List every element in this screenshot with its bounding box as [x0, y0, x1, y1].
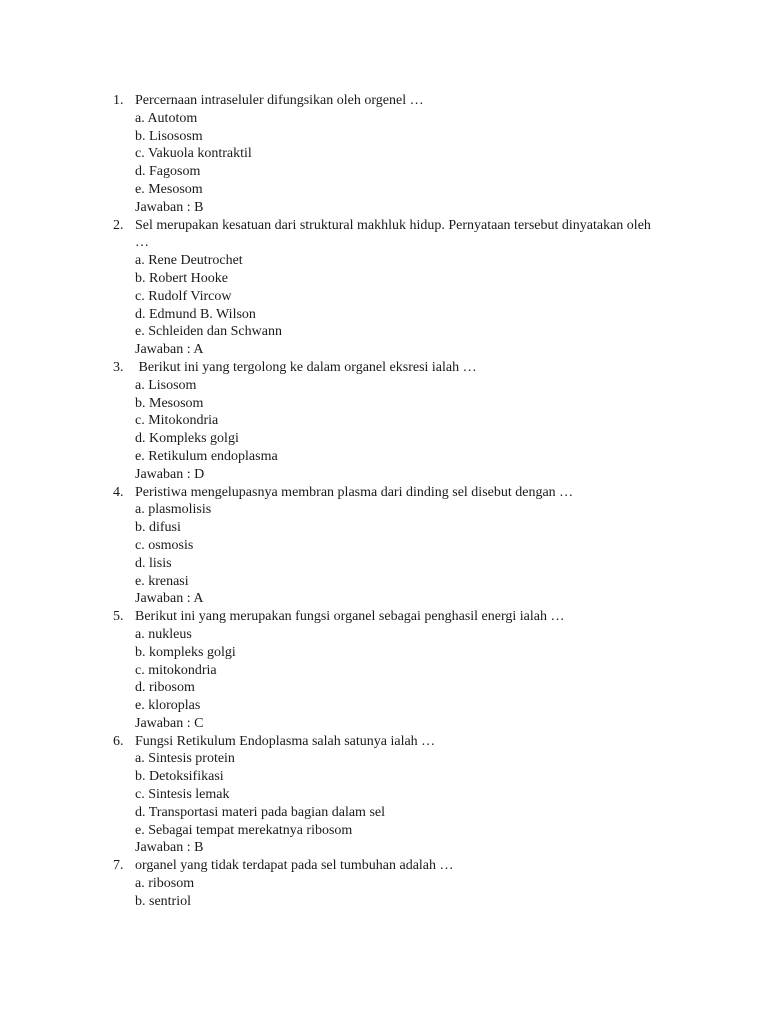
answer-option: a. Sintesis protein — [135, 751, 235, 767]
question-text: Sel merupakan kesatuan dari struktural makhluk hidup. Pernyataan tersebut dinyatakan oleh … — [135, 217, 651, 251]
answer-option: a. nukleus — [135, 626, 192, 642]
question-number: 1. — [113, 93, 124, 108]
document-page — [0, 92, 768, 911]
answer-key: Jawaban : C — [135, 715, 204, 731]
answer-option: a. ribosom — [135, 876, 195, 892]
question-text: Peristiwa mengelupasnya membran plasma dari dinding sel disebut dengan … — [135, 484, 574, 500]
answer-option: d. Transportasi materi pada bagian dalam sel — [135, 804, 385, 820]
answer-key: Jawaban : D — [135, 466, 205, 482]
answer-option: e. kloroplas — [135, 698, 201, 714]
answer-option: c. Sintesis lemak — [135, 787, 230, 803]
question-text: Fungsi Retikulum Endoplasma salah satunya ialah … — [135, 733, 436, 749]
question-text: Berikut ini yang merupakan fungsi organel sebagai penghasil energi ialah … — [135, 609, 565, 625]
answer-key: Jawaban : B — [135, 199, 204, 215]
question-number: 2. — [113, 217, 124, 233]
question-item — [0, 608, 768, 733]
answer-option: b. kompleks golgi — [135, 644, 236, 660]
answer-option: d. Fagosom — [135, 164, 201, 180]
question-item — [0, 217, 768, 359]
answer-option: d. Kompleks golgi — [135, 431, 239, 447]
answer-key: Jawaban : A — [135, 342, 204, 358]
answer-option: e. Retikulum endoplasma — [135, 448, 278, 464]
question-text: Percernaan intraseluler difungsikan oleh orgenel … — [135, 93, 424, 108]
question-item — [0, 359, 768, 484]
answer-key: Jawaban : A — [135, 591, 204, 607]
question-item — [0, 92, 768, 217]
answer-option: a. Rene Deutrochet — [135, 253, 243, 269]
question-text: Berikut ini yang tergolong ke dalam organel eksresi ialah … — [135, 359, 477, 375]
answer-option: c. osmosis — [135, 537, 194, 553]
answer-option: b. sentriol — [135, 893, 191, 909]
answer-option: e. Schleiden dan Schwann — [135, 324, 282, 340]
answer-option: a. Lisosom — [135, 377, 197, 393]
answer-option: b. Detoksifikasi — [135, 769, 224, 785]
answer-option: a. Autotom — [135, 110, 198, 126]
answer-option: e. Mesosom — [135, 181, 203, 197]
answer-option: d. ribosom — [135, 680, 195, 696]
answer-option: c. mitokondria — [135, 662, 217, 678]
answer-option: d. lisis — [135, 555, 172, 571]
answer-option: c. Vakuola kontraktil — [135, 146, 252, 162]
question-number: 7. — [113, 858, 124, 874]
answer-option: a. plasmolisis — [135, 502, 212, 518]
answer-option: b. Robert Hooke — [135, 270, 228, 286]
answer-option: b. Mesosom — [135, 395, 204, 411]
answer-option: e. krenasi — [135, 573, 189, 589]
answer-option: e. Sebagai tempat merekatnya ribosom — [135, 822, 353, 838]
answer-option: c. Mitokondria — [135, 413, 219, 429]
answer-option: c. Rudolf Vircow — [135, 288, 232, 304]
question-number: 4. — [113, 484, 124, 500]
question-number: 3. — [113, 359, 124, 375]
answer-option: d. Edmund B. Wilson — [135, 306, 256, 322]
answer-key: Jawaban : B — [135, 840, 204, 856]
question-item — [0, 857, 768, 910]
question-item — [0, 484, 768, 609]
question-text: organel yang tidak terdapat pada sel tumbuhan adalah … — [135, 858, 454, 874]
question-number: 6. — [113, 733, 124, 749]
question-number: 5. — [113, 609, 124, 625]
question-item — [0, 733, 768, 858]
answer-option: b. Lisososm — [135, 128, 203, 144]
answer-option: b. difusi — [135, 520, 181, 536]
